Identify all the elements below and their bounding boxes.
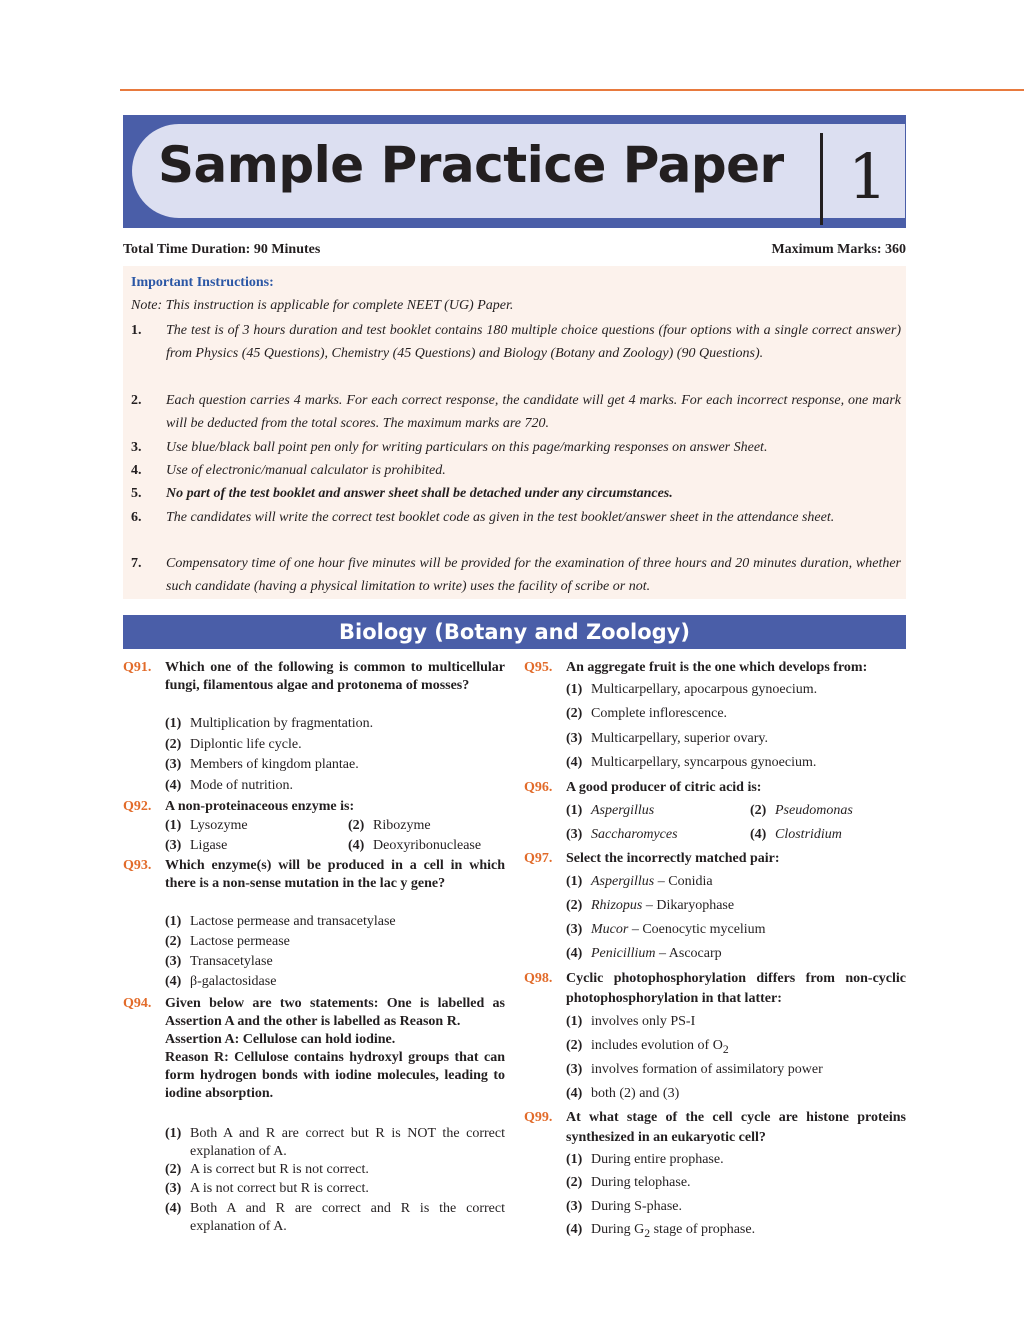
option <box>566 827 678 843</box>
option-text: Aspergillus <box>591 803 655 818</box>
instruction-text: Each question carries 4 marks. For each correct response, the candidate will get 4 marks. For each incorrect response, one mark will be deducted from the total scores. The maximum marks are 720. <box>166 393 901 431</box>
question-number: Q97. <box>524 851 553 866</box>
option-text: Lactose permease and transacetylase <box>190 914 396 929</box>
option-text: includes evolution of O <box>591 1038 723 1053</box>
question-text: Cyclic photophosphorylation differs from non-cyclic photophosphorylation in that latter: <box>566 971 906 1006</box>
question-text: Given below are two statements: One is labelled as Assertion A and the other is labelled as Reason R. <box>165 996 505 1029</box>
instruction-text: The test is of 3 hours duration and test booklet contains 180 multiple choice questions (four options with a single correct answer) from Physics (45 Questions), Chemistry (45 Questions) and Biology (Botany and Zoology) (90 Questions). <box>166 323 901 361</box>
option-label: (1) <box>165 1126 182 1141</box>
option <box>750 827 842 843</box>
instruction-item <box>131 506 901 529</box>
question-number: Q93. <box>123 858 152 873</box>
question-q97 <box>524 850 906 868</box>
option-text: Multicarpellary, superior ovary. <box>591 731 769 746</box>
option <box>165 1162 369 1178</box>
instruction-number: 4. <box>131 463 142 478</box>
option-organism: Penicillium <box>591 946 656 961</box>
option-text: – Coenocytic mycelium <box>628 922 766 937</box>
question-q93 <box>123 857 505 893</box>
option <box>566 755 816 771</box>
option-label: (2) <box>165 1162 182 1177</box>
option <box>165 757 359 773</box>
option <box>348 838 481 854</box>
option-label: (4) <box>566 946 583 961</box>
option-label: (2) <box>566 898 583 913</box>
option-text: Deoxyribonuclease <box>373 838 482 853</box>
instruction-text: Use of electronic/manual calculator is prohibited. <box>166 463 446 478</box>
option-text-suffix: stage of prophase. <box>650 1222 756 1237</box>
assertion-text: Assertion A: Cellulose can hold iodine. <box>165 1032 396 1047</box>
option-text: During entire prophase. <box>591 1152 724 1167</box>
option <box>165 1200 505 1236</box>
option <box>165 914 396 930</box>
option-label: (3) <box>165 954 182 969</box>
option-text: Multicarpellary, syncarpous gynoecium. <box>591 755 817 770</box>
option-text: Members of kingdom plantae. <box>190 757 359 772</box>
question-q99 <box>524 1108 906 1148</box>
instruction-text: The candidates will write the correct test booklet code as given in the test booklet/answer sheet in the attendance sheet. <box>166 510 835 525</box>
option <box>566 922 766 938</box>
instruction-number: 2. <box>131 393 142 408</box>
option <box>165 716 373 732</box>
option-text: both (2) and (3) <box>591 1086 680 1101</box>
subscript: 2 <box>644 1226 651 1240</box>
option-label: (2) <box>165 737 182 752</box>
question-number: Q96. <box>524 780 553 795</box>
option <box>566 898 734 914</box>
option <box>165 954 273 970</box>
option-label: (1) <box>566 874 583 889</box>
option <box>750 803 853 819</box>
option-text: A is not correct but R is correct. <box>190 1181 369 1196</box>
section-title: Biology (Botany and Zoology) <box>339 620 690 644</box>
question-q91 <box>123 659 505 695</box>
question-q98 <box>524 969 906 1009</box>
option <box>566 1175 691 1191</box>
option-text: Multiplication by fragmentation. <box>190 716 374 731</box>
option-text: Transacetylase <box>190 954 273 969</box>
option <box>566 803 654 819</box>
question-text: Select the incorrectly matched pair: <box>566 851 780 866</box>
instruction-item <box>131 459 901 482</box>
instruction-number: 5. <box>131 486 142 501</box>
option <box>566 682 817 698</box>
option-text: Clostridium <box>775 827 842 842</box>
option-organism: Aspergillus <box>591 874 655 889</box>
question-number: Q91. <box>123 660 152 675</box>
option-label: (1) <box>566 1014 583 1029</box>
option <box>566 1199 682 1215</box>
option <box>165 838 227 854</box>
option-text: A is correct but R is not correct. <box>190 1162 369 1177</box>
option-text: Both A and R are correct but R is NOT the correct explanation of A. <box>190 1126 505 1159</box>
instructions-heading: Important Instructions: <box>131 275 274 290</box>
option <box>165 818 248 834</box>
option-label: (4) <box>566 755 583 770</box>
option <box>566 1062 823 1078</box>
option-label: (3) <box>566 922 583 937</box>
option <box>566 1014 695 1030</box>
option <box>566 1152 724 1168</box>
option <box>165 1125 505 1161</box>
option-text: Pseudomonas <box>775 803 853 818</box>
option-label: (4) <box>566 1086 583 1101</box>
option <box>566 1222 755 1240</box>
option-text: – Conidia <box>654 874 713 889</box>
option <box>165 974 276 990</box>
section-header <box>123 615 906 649</box>
option-text: – Ascocarp <box>655 946 722 961</box>
option-label: (4) <box>566 1222 583 1237</box>
option <box>165 1181 369 1197</box>
option-organism: Rhizopus <box>591 898 643 913</box>
option-label: (3) <box>566 827 583 842</box>
option-label: (4) <box>165 974 182 989</box>
option-text: Ligase <box>190 838 228 853</box>
question-text: A non-proteinaceous enzyme is: <box>165 799 355 814</box>
option <box>566 1038 729 1056</box>
option-text: Multicarpellary, apocarpous gynoecium. <box>591 682 818 697</box>
option-text: Lactose permease <box>190 934 290 949</box>
option-text: β-galactosidase <box>190 974 277 989</box>
option-text: During telophase. <box>591 1175 691 1190</box>
option-label: (3) <box>566 1199 583 1214</box>
time-duration: Total Time Duration: 90 Minutes <box>123 242 321 257</box>
question-number: Q92. <box>123 799 152 814</box>
option-text: – Dikaryophase <box>642 898 735 913</box>
option-label: (3) <box>165 838 182 853</box>
option <box>566 731 768 747</box>
question-q95 <box>524 659 906 677</box>
option-label: (1) <box>165 914 182 929</box>
option-text: Saccharomyces <box>591 827 678 842</box>
option-organism: Mucor <box>591 922 629 937</box>
question-number: Q98. <box>524 971 553 986</box>
instruction-text: Use blue/black ball point pen only for writing particulars on this page/marking responses on answer Sheet. <box>166 440 768 455</box>
option-label: (3) <box>165 757 182 772</box>
question-text: A good producer of citric acid is: <box>566 780 762 795</box>
option-text: Lysozyme <box>190 818 248 833</box>
instruction-item <box>131 389 901 435</box>
instructions-note: Note: This instruction is applicable for complete NEET (UG) Paper. <box>131 298 514 313</box>
option-text: During G <box>591 1222 645 1237</box>
subscript: 2 <box>722 1042 729 1056</box>
option <box>566 874 713 890</box>
instruction-item <box>131 436 901 459</box>
instruction-item <box>131 552 901 598</box>
instruction-number: 6. <box>131 510 142 525</box>
option-text: Mode of nutrition. <box>190 778 294 793</box>
option-label: (4) <box>348 838 365 853</box>
question-text: Which one of the following is common to multicellular fungi, filamentous algae and protonema of mosses? <box>165 660 505 693</box>
option-label: (2) <box>566 1038 583 1053</box>
option-label: (3) <box>566 731 583 746</box>
option-text: Ribozyme <box>373 818 431 833</box>
top-rule <box>120 89 1024 91</box>
instruction-item <box>131 482 901 505</box>
question-number: Q94. <box>123 996 152 1011</box>
option-label: (4) <box>750 827 767 842</box>
question-text: An aggregate fruit is the one which develops from: <box>566 660 868 675</box>
option-label: (4) <box>165 778 182 793</box>
title-divider <box>820 133 823 225</box>
question-q92 <box>123 798 505 816</box>
question-q96 <box>524 779 906 797</box>
option-label: (4) <box>165 1201 182 1216</box>
question-text: Which enzyme(s) will be produced in a cell in which there is a non-sense mutation in the lac y gene? <box>165 858 505 891</box>
instruction-text: No part of the test booklet and answer sheet shall be detached under any circumstances. <box>166 486 673 501</box>
option-label: (1) <box>165 716 182 731</box>
instruction-number: 3. <box>131 440 142 455</box>
question-q94 <box>123 995 505 1103</box>
option-label: (1) <box>566 682 583 697</box>
option <box>348 818 431 834</box>
option <box>165 778 293 794</box>
option-label: (2) <box>348 818 365 833</box>
option-label: (3) <box>566 1062 583 1077</box>
option-label: (1) <box>566 803 583 818</box>
instructions-box <box>123 266 906 599</box>
option <box>566 1086 679 1102</box>
option-label: (3) <box>165 1181 182 1196</box>
option-text: Both A and R are correct and R is the correct explanation of A. <box>190 1201 505 1234</box>
instruction-text: Compensatory time of one hour five minutes will be provided for the examination of three hours and 20 minutes duration, whether such candidate (having a physical limitation to write) uses the facility of scribe or not. <box>166 556 901 594</box>
option-text: During S-phase. <box>591 1199 682 1214</box>
option <box>566 946 722 962</box>
option-text: Complete inflorescence. <box>591 706 728 721</box>
option <box>566 706 727 722</box>
option-text: Diplontic life cycle. <box>190 737 302 752</box>
option-label: (2) <box>165 934 182 949</box>
option <box>165 737 302 753</box>
instruction-item <box>131 319 901 365</box>
option-label: (2) <box>566 706 583 721</box>
option-label: (2) <box>750 803 767 818</box>
question-number: Q99. <box>524 1110 553 1125</box>
page-title: Sample Practice Paper <box>158 136 784 194</box>
option-label: (1) <box>165 818 182 833</box>
title-banner <box>123 115 906 228</box>
option-text: involves only PS-I <box>591 1014 696 1029</box>
reason-text: Reason R: Cellulose contains hydroxyl groups that can form hydrogen bonds with iodine molecules, leading to iodine absorption. <box>165 1050 505 1101</box>
max-marks: Maximum Marks: 360 <box>771 242 906 257</box>
option-label: (2) <box>566 1175 583 1190</box>
title-pill <box>132 124 905 218</box>
paper-number: 1 <box>848 140 888 213</box>
instruction-number: 7. <box>131 556 142 571</box>
option-text: involves formation of assimilatory power <box>591 1062 823 1077</box>
instruction-number: 1. <box>131 323 142 338</box>
question-text: At what stage of the cell cycle are histone proteins synthesized in an eukaryotic cell? <box>566 1110 906 1145</box>
option <box>165 934 290 950</box>
question-number: Q95. <box>524 660 553 675</box>
option-label: (1) <box>566 1152 583 1167</box>
